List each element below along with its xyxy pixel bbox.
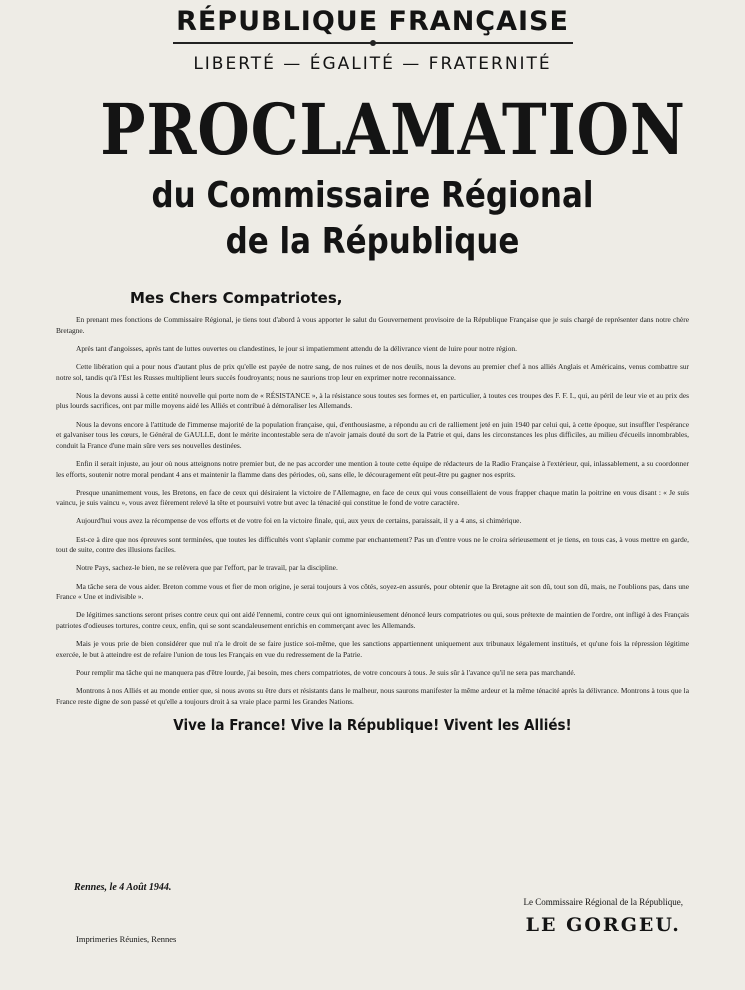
proclamation-title: PROCLAMATION — [100, 88, 686, 171]
paragraph: Cette libération qui a pour nous d'autant plus de prix qu'elle est payée de notre sang, de nos ruines et de nos deuils, nous la devons au premier chef à nos alliés Anglais et Américains, venus combattre sur notre sol, tandis qu'à l'Est les Russes multiplient leurs succès foudroyants; nous ne saurions trop leur en exprimer notre reconnaissance. — [56, 361, 689, 382]
body-text — [56, 315, 689, 707]
paragraph: Après tant d'angoisses, après tant de luttes ouvertes ou clandestines, le jour si impatiemment attendu de la délivrance vient de luire pour notre région. — [76, 343, 517, 353]
paragraph: Ma tâche sera de vous aider. Breton comme vous et fier de mon origine, je serai toujours à vos côtés, soyez-en assurés, pour obtenir que la Bretagne ait son dû, tout son dû, mais, ne l'oublions pas, dans une France « Une et indivisible ». — [56, 581, 689, 602]
paragraph: Pour remplir ma tâche qui ne manquera pas d'être lourde, j'ai besoin, mes chers compatriotes, de votre concours à tous. Je suis sûr à l'avance qu'il ne sera pas marchandé. — [76, 667, 576, 677]
salutation: Mes Chers Compatriotes, — [130, 289, 343, 307]
header-divider — [173, 42, 573, 47]
signature-block — [524, 896, 683, 936]
paragraph: Presque unanimement vous, les Bretons, en face de ceux qui désiraient la victoire de l'Allemagne, en face de ceux qui vous conseillaient de vous frapper chaque matin la poitrine en vous disant : « Je suis vaincu, je suis vaincu », vous avez fièrement relevé la tête et poursuivi votre but avec la ténacité qui constitue le fond de votre caractère. — [56, 487, 689, 508]
paragraph: De légitimes sanctions seront prises contre ceux qui ont aidé l'ennemi, contre ceux qui ont ignominieusement dénoncé leurs compatriotes ou qui, sous prétexte de maintien de l'ordre, ont infligé à des Français patriotes d'odieuses tortures, contre ceux, enfin, qui se sont scandaleusement enrichis en commerçant avec les Allemands. — [56, 610, 689, 630]
paragraph: En prenant mes fonctions de Commissaire Régional, je tiens tout d'abord à vous apporter le salut du Gouvernement provisoire de la République Française que je suis chargé de représenter dans notre chère Bretagne. — [56, 315, 689, 335]
paragraph: Est-ce à dire que nos épreuves sont terminées, que toutes les difficultés vont s'aplanir comme par enchantement? Pas un d'entre vous ne le croira sérieusement et je tiens, en tous cas, à vous mettre en garde, tout de suite, contre des illusions faciles. — [56, 534, 689, 555]
paragraph: Aujourd'hui vous avez la récompense de vos efforts et de votre foi en la victoire finale, qui, aux yeux de certains, paraissait, il y a 4 ans, si chimérique. — [76, 516, 522, 526]
paragraph: Enfin il serait injuste, au jour où nous atteignons notre premier but, de ne pas accorder une mention à toute cette équipe de rédacteurs de la Radio Française à l'extérieur, qui, inlassablement, a su coordonner les efforts, soutenir notre moral pendant 4 ans et maintenir la flamme dans des périodes, où, sans elle, le découragement eût peut-être pu gagner nos esprits. — [56, 458, 689, 479]
closing-exclamation: Vive la France! Vive la République! Vivent les Alliés! — [173, 715, 572, 734]
paragraph: Mais je vous prie de bien considérer que nul n'a le droit de se faire justice soi-même, que les sanctions appartiennent uniquement aux tribunaux légalement institués, et qu'une fois la répression légitime exercée, le but à atteindre est de refaire l'union de tous les Français en vue du redressement de la Patrie. — [56, 639, 689, 659]
national-motto: LIBERTÉ — ÉGALITÉ — FRATERNITÉ — [193, 54, 552, 74]
signature-title: Le Commissaire Régional de la République, — [523, 897, 683, 907]
paragraph: Nous la devons encore à l'attitude de l'immense majorité de la population française, qui, d'enthousiasme, a répondu au cri de ralliement jeté en juin 1940 par celui qui, à cette époque, sut insuffler l'espérance et galvaniser tous les cœurs, le Général de GAULLE, dont le mérite incontestable sera de n'avoir jamais douté du sort de la Patrie et qui, dans les circonstances les plus difficiles, au milieu d'écueils innombrables, conduit la France d'une main sûre vers ses nouvelles destinées. — [56, 419, 689, 450]
paragraph: Nous la devons aussi à cette entité nouvelle qui porte nom de « RÉSISTANCE », à la résistance sous toutes ses formes et, en particulier, à toutes ces troupes des F. F. I., qui, au péril de leur vie et au prix des plus lourds sacrifices, ont par mille moyens aidé les Alliés et contribué à démoraliser les Allemands. — [56, 390, 689, 411]
printer-credit: Imprimeries Réunies, Rennes — [76, 934, 177, 944]
subtitle-line-2: de la République — [225, 221, 520, 262]
subtitle-line-1: du Commissaire Régional — [151, 175, 594, 216]
republic-header: RÉPUBLIQUE FRANÇAISE — [176, 6, 569, 37]
paragraph: Notre Pays, sachez-le bien, ne se relèvera que par l'effort, par le travail, par la discipline. — [76, 563, 338, 573]
signature-name: LE GORGEU. — [525, 914, 681, 936]
paragraph: Montrons à nos Alliés et au monde entier que, si nous avons su être durs et résistants dans le malheur, nous saurons manifester la même ardeur et la même ténacité après la délivrance. Montrons à tous que la France reste digne de son passé et qu'elle a toujours droit à sa vraie place parmi les Grandes Nations. — [56, 686, 689, 706]
place-date: Rennes, le 4 Août 1944. — [74, 882, 172, 893]
